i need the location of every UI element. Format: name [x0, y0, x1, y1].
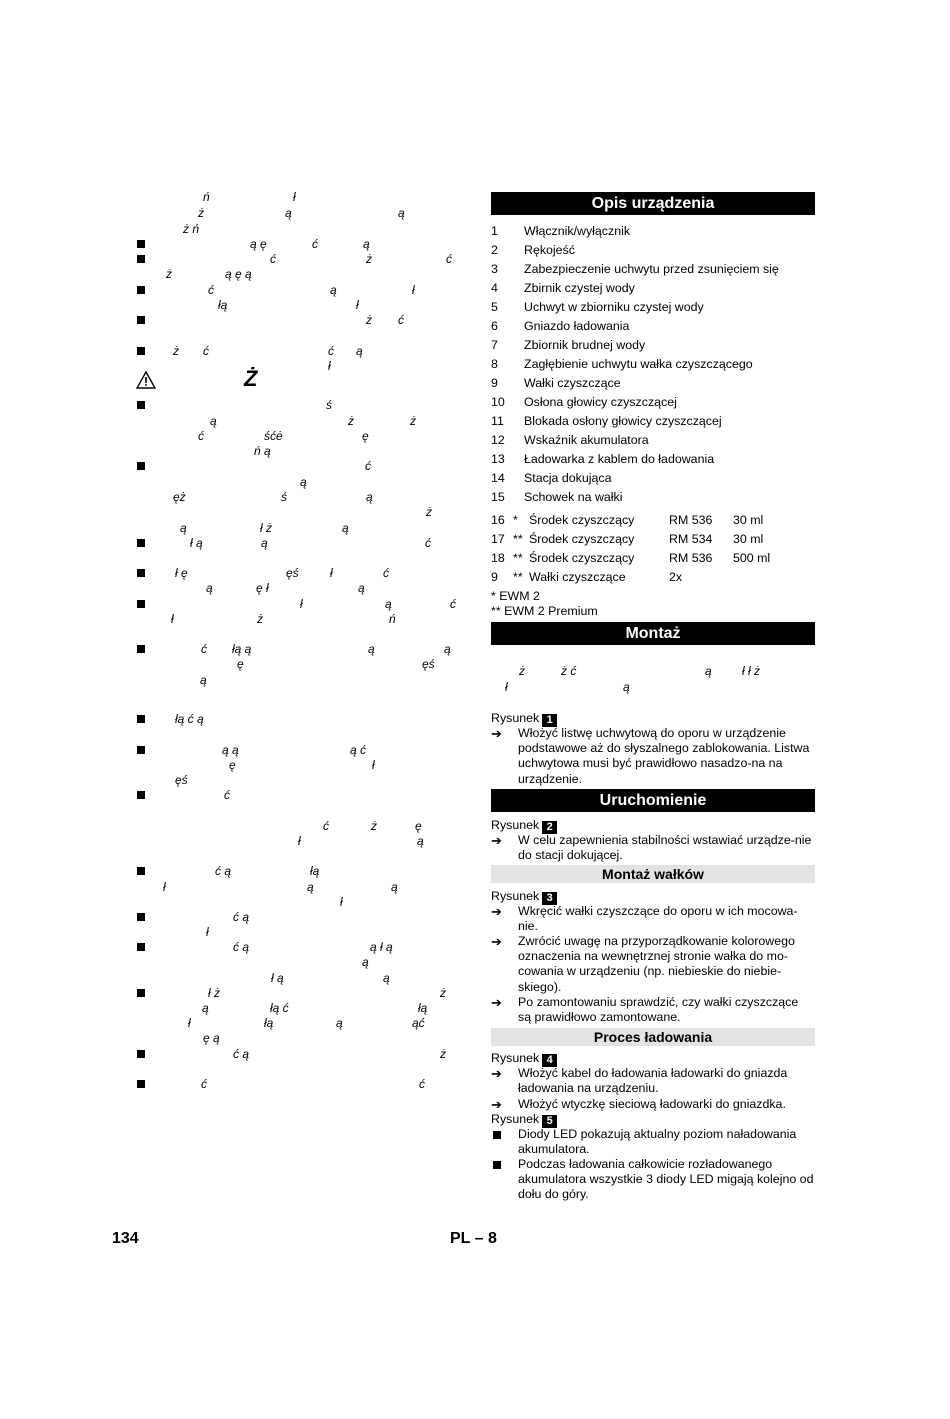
text-fragment: ż — [371, 819, 377, 833]
text-fragment: ęś — [422, 657, 435, 671]
item-number: 7 — [491, 338, 498, 352]
bullet-square — [137, 913, 145, 921]
text-fragment: ż — [519, 664, 525, 678]
item-number: 9 — [491, 376, 498, 390]
text-fragment: ć ą — [215, 864, 232, 878]
text-fragment: ł — [163, 880, 166, 894]
text-fragment: ł — [412, 283, 415, 297]
bullet-square — [137, 746, 145, 754]
text-fragment: ł ę — [175, 566, 188, 580]
accessory-num: 9 — [491, 570, 498, 584]
accessory-mark: ** — [513, 532, 523, 546]
item-text: Zagłębienie uchwytu wałka czyszczącego — [524, 357, 753, 371]
arrow-icon: ➔ — [491, 726, 502, 741]
item-text: Zbiornik brudnej wody — [524, 338, 646, 352]
text-fragment: ż ć — [561, 664, 577, 678]
text-fragment: ą — [705, 664, 712, 678]
bullet-square — [137, 569, 145, 577]
footnote-ewm2-premium: ** EWM 2 Premium — [491, 604, 598, 618]
text-fragment: łą — [310, 864, 320, 878]
text-fragment: ż — [366, 313, 372, 327]
text-fragment: ł — [188, 1016, 191, 1030]
text-fragment: ą ł ą — [370, 940, 393, 954]
arrow-icon: ➔ — [491, 833, 502, 848]
text-fragment: łą ą — [232, 642, 252, 656]
item-text: Schowek na wałki — [524, 490, 623, 504]
item-number: 10 — [491, 395, 505, 409]
montaz-step-1: ➔ Włożyć listwę uchwytową do oporu w urządzenie podstawowe aż do słyszalnego zablokowania. Listwa uchwytowa musi być prawidłowo nasadzo-na na urządzenie. — [491, 726, 810, 786]
text-fragment: ę — [362, 429, 369, 443]
text-fragment: ęś — [286, 566, 299, 580]
page-section: PL – 8 — [450, 1230, 497, 1247]
text-fragment: ć — [270, 252, 276, 266]
accessory-qty: 30 ml — [733, 532, 764, 546]
bullet-square — [137, 867, 145, 875]
text-fragment: ś — [281, 490, 287, 504]
figure-ref-3: Rysunek 3 — [491, 889, 557, 905]
bullet-square — [137, 286, 145, 294]
text-fragment: ż — [173, 344, 179, 358]
text-fragment: ć ą — [233, 940, 250, 954]
text-fragment: ż — [440, 986, 446, 1000]
item-number: 11 — [491, 414, 504, 428]
accessory-name: Środek czyszczący — [529, 551, 635, 565]
item-text: Uchwyt w zbiorniku czystej wody — [524, 300, 704, 314]
item-number: 2 — [491, 243, 498, 257]
warning-triangle-icon — [136, 371, 156, 394]
text-fragment: ą — [417, 834, 424, 848]
text-fragment: ż — [166, 267, 172, 281]
subheading-proces-ladowania: Proces ładowania — [491, 1028, 815, 1046]
text-fragment: ń ą — [254, 444, 271, 458]
subheading-montaz-walkow: Montaż wałków — [491, 865, 815, 883]
figure-badge: 2 — [542, 821, 557, 834]
text-fragment: ęś — [175, 773, 188, 787]
text-fragment: ł ł ż — [742, 664, 760, 678]
text-fragment: ł — [300, 597, 303, 611]
text-fragment: ć — [328, 344, 334, 358]
bullet-square — [137, 316, 145, 324]
text-fragment: ć — [419, 1077, 425, 1091]
text-fragment: łą — [418, 1001, 428, 1015]
figure-badge: 1 — [542, 714, 557, 727]
text-fragment: ł ż — [260, 521, 272, 535]
accessory-mark: ** — [513, 570, 523, 584]
bullet-square — [137, 600, 145, 608]
text-fragment: ż — [348, 414, 354, 428]
text-fragment: łą ć — [270, 1001, 289, 1015]
arrow-icon: ➔ — [491, 1066, 502, 1081]
accessory-mark: * — [513, 513, 518, 527]
bullet-square — [137, 255, 145, 263]
text-fragment: łą ć ą — [175, 712, 204, 726]
text-fragment: ę ą — [203, 1031, 220, 1045]
bullet-square — [137, 989, 145, 997]
section-heading-opis: Opis urządzenia — [491, 192, 815, 215]
accessory-name: Wałki czyszczące — [529, 570, 626, 584]
text-fragment: ę — [229, 758, 236, 772]
text-fragment: ć — [208, 283, 214, 297]
text-fragment: ć — [203, 344, 209, 358]
accessory-code: RM 536 — [669, 551, 713, 565]
text-fragment: ł — [505, 680, 508, 694]
text-fragment: ł — [330, 566, 333, 580]
text-fragment: ą ą — [222, 743, 239, 757]
text-fragment: ż — [257, 612, 263, 626]
text-fragment: ą — [398, 206, 405, 220]
text-fragment: ć — [323, 819, 329, 833]
accessory-code: 2x — [669, 570, 683, 584]
text-fragment: ą — [300, 475, 307, 489]
text-fragment: ł — [298, 834, 301, 848]
text-fragment: ąć — [412, 1016, 425, 1030]
text-fragment: ń — [389, 612, 396, 626]
text-fragment: ą — [180, 521, 187, 535]
text-fragment: ł — [340, 895, 343, 909]
text-fragment: ą — [200, 673, 207, 687]
text-fragment: ę — [237, 657, 244, 671]
figure-ref-1: Rysunek 1 — [491, 711, 557, 727]
accessory-name: Środek czyszczący — [529, 532, 635, 546]
accessory-num: 17 — [491, 532, 505, 546]
text-fragment: ą — [391, 880, 398, 894]
item-number: 4 — [491, 281, 498, 295]
text-fragment: ą — [356, 344, 363, 358]
item-number: 14 — [491, 471, 505, 485]
item-text: Wskaźnik akumulatora — [524, 433, 649, 447]
page-number: 134 — [112, 1230, 139, 1247]
bullet-square — [137, 1050, 145, 1058]
item-number: 8 — [491, 357, 498, 371]
text-fragment: ć — [312, 237, 318, 251]
bullet-square — [493, 1131, 501, 1139]
accessory-num: 16 — [491, 513, 505, 527]
text-fragment: ł ą — [190, 536, 203, 550]
text-fragment: ć — [383, 566, 389, 580]
figure-badge: 5 — [542, 1115, 557, 1128]
text-fragment: łą — [264, 1016, 274, 1030]
text-fragment: ć — [198, 429, 204, 443]
text-fragment: ą — [342, 521, 349, 535]
bullet-square — [137, 715, 145, 723]
text-fragment: ć — [425, 536, 431, 550]
accessory-name: Środek czyszczący — [529, 513, 635, 527]
figure-badge: 3 — [542, 892, 557, 905]
item-text: Stacja dokująca — [524, 471, 612, 485]
text-fragment: ż — [440, 1047, 446, 1061]
text-fragment: ł — [356, 298, 359, 312]
text-fragment: łą — [218, 298, 228, 312]
text-fragment: ż — [366, 252, 372, 266]
accessory-code: RM 536 — [669, 513, 713, 527]
figure-ref-5: Rysunek 5 — [491, 1112, 557, 1128]
text-fragment: ą — [358, 581, 365, 595]
item-text: Zabezpieczenie uchwytu przed zsunięciem się — [524, 262, 779, 276]
text-fragment: ł — [328, 359, 331, 373]
text-fragment: ż — [410, 414, 416, 428]
text-fragment: ą ę — [250, 237, 267, 251]
text-fragment: ą — [330, 283, 337, 297]
bullet-square — [137, 1080, 145, 1088]
accessory-num: 18 — [491, 551, 505, 565]
text-fragment: ą — [366, 490, 373, 504]
text-fragment: ć — [201, 1077, 207, 1091]
item-text: Blokada osłony głowicy czyszczącej — [524, 414, 722, 428]
bullet-square — [137, 791, 145, 799]
item-number: 13 — [491, 452, 505, 466]
bullet-square — [137, 539, 145, 547]
text-fragment: ć — [398, 313, 404, 327]
text-fragment: ż — [198, 206, 204, 220]
text-fragment: ą — [285, 206, 292, 220]
text-fragment: ą — [444, 642, 451, 656]
item-number: 15 — [491, 490, 505, 504]
text-fragment: ł ą — [271, 971, 284, 985]
bullet-square — [137, 462, 145, 470]
bullet-square — [137, 401, 145, 409]
section-heading-montaz: Montaż — [491, 622, 815, 645]
item-number: 1 — [491, 224, 498, 238]
text-fragment: ł — [171, 612, 174, 626]
warning-heading: Ż — [244, 366, 258, 391]
text-fragment: ł ż — [208, 986, 220, 1000]
text-fragment: ą — [206, 581, 213, 595]
text-fragment: ą ć — [350, 743, 367, 757]
item-number: 12 — [491, 433, 505, 447]
text-fragment: ł — [206, 925, 209, 939]
bullet-square — [137, 240, 145, 248]
arrow-icon: ➔ — [491, 1097, 502, 1112]
bullet-square — [137, 645, 145, 653]
accessory-code: RM 534 — [669, 532, 713, 546]
arrow-icon: ➔ — [491, 934, 502, 949]
text-fragment: ć — [365, 459, 371, 473]
accessory-mark: ** — [513, 551, 523, 565]
text-fragment: śćė — [264, 429, 283, 443]
item-text: Gniazdo ładowania — [524, 319, 630, 333]
text-fragment: ą — [362, 955, 369, 969]
text-fragment: ęż — [173, 490, 186, 504]
figure-badge: 4 — [542, 1054, 557, 1067]
text-fragment: ą ę ą — [225, 267, 252, 281]
text-fragment: ą — [363, 237, 370, 251]
text-fragment: ą — [623, 680, 630, 694]
text-fragment: ć — [450, 597, 456, 611]
bullet-square — [137, 943, 145, 951]
item-number: 5 — [491, 300, 498, 314]
item-text: Włącznik/wyłącznik — [524, 224, 631, 238]
text-fragment: ą — [383, 971, 390, 985]
item-text: Ładowarka z kablem do ładowania — [524, 452, 715, 466]
arrow-icon: ➔ — [491, 995, 502, 1010]
item-text: Wałki czyszczące — [524, 376, 621, 390]
item-number: 3 — [491, 262, 498, 276]
text-fragment: ć — [201, 642, 207, 656]
text-fragment: ę ł — [256, 581, 269, 595]
bullet-square — [137, 347, 145, 355]
text-fragment: ą — [210, 414, 217, 428]
bullet-square — [493, 1161, 501, 1169]
text-fragment: ł — [372, 758, 375, 772]
text-fragment: ą — [385, 597, 392, 611]
figure-ref-4: Rysunek 4 — [491, 1051, 557, 1067]
text-fragment: ą — [202, 1001, 209, 1015]
item-text: Zbirnik czystej wody — [524, 281, 635, 295]
footnote-ewm2: * EWM 2 — [491, 589, 540, 603]
text-fragment: ć ą — [233, 910, 250, 924]
section-heading-uruchomienie: Uruchomienie — [491, 789, 815, 812]
text-fragment: ą — [261, 536, 268, 550]
figure-ref-2: Rysunek 2 — [491, 818, 557, 834]
item-number: 6 — [491, 319, 498, 333]
arrow-icon: ➔ — [491, 904, 502, 919]
text-fragment: ż ń — [183, 222, 200, 236]
text-fragment: ń — [203, 190, 210, 204]
item-text: Rękojeść — [524, 243, 575, 257]
text-fragment: ć ą — [233, 1047, 250, 1061]
text-fragment: ś — [326, 398, 332, 412]
text-fragment: ą — [368, 642, 375, 656]
text-fragment: ę — [415, 819, 422, 833]
accessory-qty: 30 ml — [733, 513, 764, 527]
text-fragment: ż — [426, 505, 432, 519]
text-fragment: ć — [446, 252, 452, 266]
text-fragment: ą — [307, 880, 314, 894]
text-fragment: ą — [336, 1016, 343, 1030]
accessory-qty: 500 ml — [733, 551, 771, 565]
text-fragment: ł — [293, 190, 296, 204]
text-fragment: ć — [224, 788, 230, 802]
item-text: Osłona głowicy czyszczącej — [524, 395, 677, 409]
